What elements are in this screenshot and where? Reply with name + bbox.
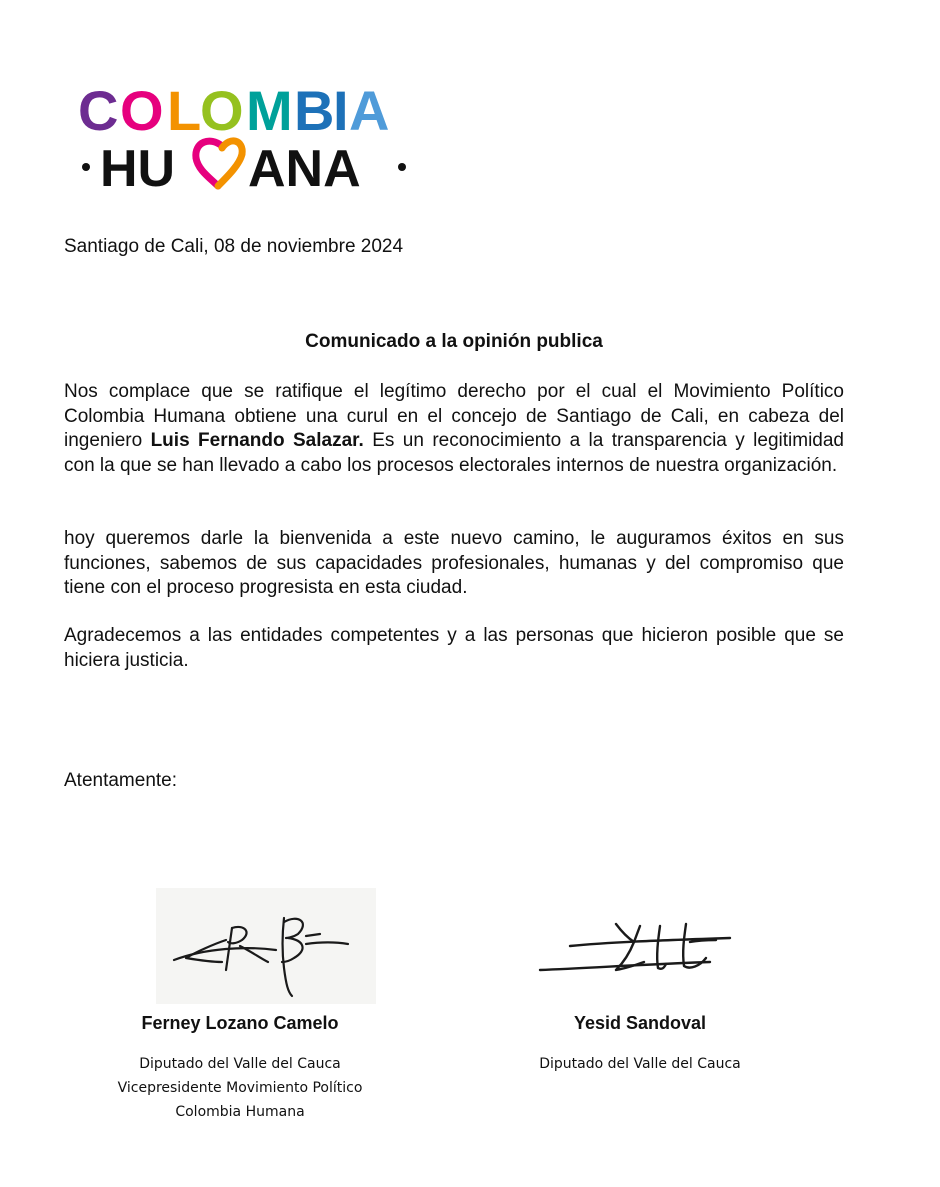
- logo-letter-i: I: [333, 79, 349, 142]
- paragraph-2: hoy queremos darle la bienvenida a este nuevo camino, le auguramos éxitos en sus funciones, sabemos de sus capacidades profesionales, humanas y del compromiso que tiene con el proceso progresista en esta ciudad.: [64, 528, 844, 598]
- logo-letter-c: C: [78, 79, 119, 142]
- engineer-name: Luis Fernando Salazar.: [150, 430, 364, 451]
- logo-letter-a: A: [349, 79, 390, 142]
- paragraph-3: Agradecemos a las entidades competentes y a las personas que hicieron posible que se hiciera justicia.: [64, 625, 844, 671]
- logo-letter-b: B: [294, 79, 335, 142]
- signatory-name: Ferney Lozano Camelo: [141, 1013, 339, 1033]
- signatory-role-line: Diputado del Valle del Cauca: [139, 1056, 341, 1072]
- logo-dot-right: [398, 163, 406, 171]
- letter-date: Santiago de Cali, 08 de noviembre 2024: [64, 236, 404, 257]
- signatory-role-line: Diputado del Valle del Cauca: [539, 1056, 741, 1072]
- logo-letter-l: L: [167, 79, 202, 142]
- signature-yesid: [530, 912, 740, 982]
- paragraph-1: Nos complace que se ratifique el legítimo derecho por el cual el Movimiento Político Colombia Humana obtiene una curul en el concejo de Santiago de Cali, en cabeza del ingeniero Luis Fernando Salazar. Es un reconocimiento a la transparencia y legitimidad con la que se han llevado a cabo los procesos electorales internos de nuestra organización.: [64, 381, 845, 476]
- signatory-roles: [490, 1052, 790, 1076]
- logo-letter-m: M: [246, 79, 293, 142]
- closing-text: Atentamente:: [64, 770, 178, 791]
- logo-letter-o: O: [120, 79, 164, 142]
- heart-icon: [196, 141, 242, 186]
- signatory-roles: [70, 1052, 410, 1124]
- signatory-role-line: Colombia Humana: [175, 1104, 305, 1120]
- signatory-name: Yesid Sandoval: [573, 1013, 707, 1033]
- signatory-role-line: Vicepresidente Movimiento Político: [117, 1080, 363, 1096]
- colombia-humana-logo: [78, 78, 418, 198]
- logo-dot-left: [82, 163, 90, 171]
- letter-title: Comunicado a la opinión publica: [305, 331, 603, 352]
- logo-word-ana: ANA: [248, 140, 361, 198]
- logo-letter-o: O: [200, 79, 244, 142]
- logo-word-hu: HU: [100, 140, 176, 198]
- signature-ferney: [156, 888, 376, 1004]
